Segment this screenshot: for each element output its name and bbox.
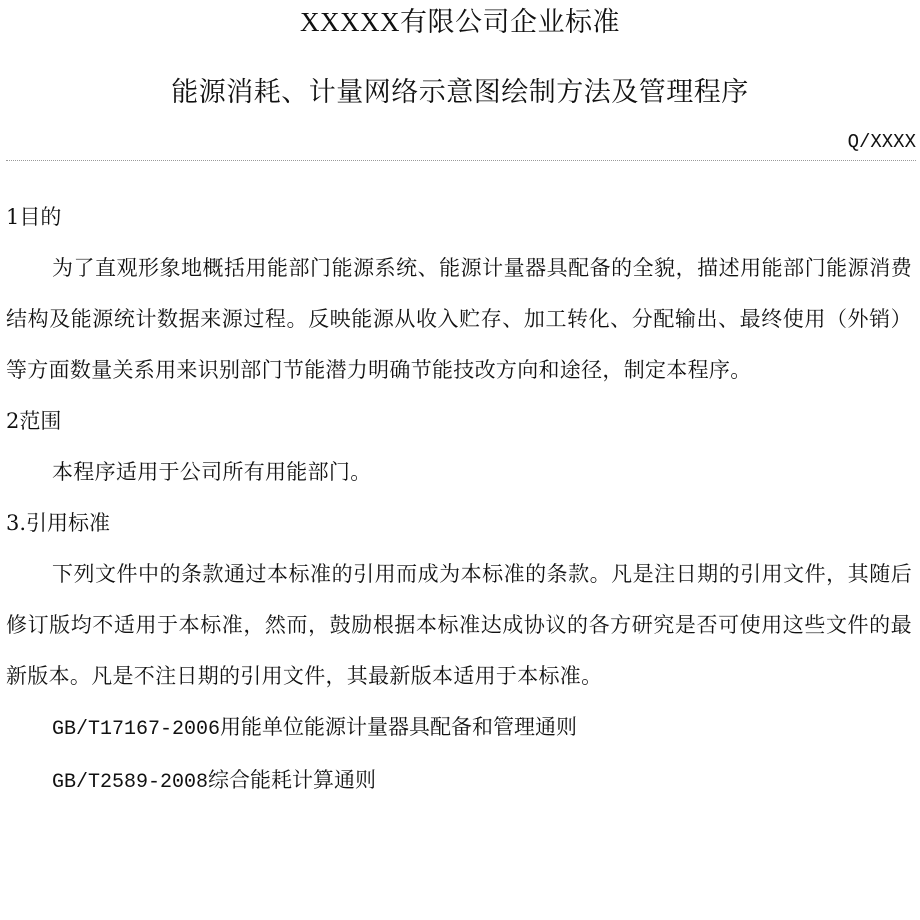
document-body [6, 192, 912, 808]
company-standard-suffix: 有限公司企业标准 [400, 7, 620, 38]
standard-code: Q/XXXX [847, 131, 916, 153]
reference-item [6, 755, 912, 808]
document-title: 能源消耗、计量网络示意图绘制方法及管理程序 [171, 77, 749, 108]
section-heading-scope: 2范围 [6, 409, 62, 433]
section-heading-references: 3.引用标准 [6, 511, 111, 535]
section-heading-purpose: 1目的 [6, 205, 62, 229]
reference-code: GB/T2589-2008 [52, 771, 209, 794]
reference-title: 用能单位能源计量器具配备和管理通则 [220, 715, 578, 739]
section-body-purpose: 为了直观形象地概括用能部门能源系统、能源计量器具配备的全貌，描述用能部门能源消费结构及能源统计数据来源过程。反映能源从收入贮存、加工转化、分配输出、最终使用（外销）等方面数量关系用来识别部门节能潜力明确节能技改方向和途径，制定本程序。 [6, 256, 912, 382]
reference-code: GB/T17167-2006 [52, 718, 221, 741]
header-divider [6, 160, 916, 161]
company-standard-title [0, 4, 920, 41]
section-body-references: 下列文件中的条款通过本标准的引用而成为本标准的条款。凡是注日期的引用文件，其随后修订版均不适用于本标准，然而，鼓励根据本标准达成协议的各方研究是否可使用这些文件的最新版本。凡是不注日期的引用文件，其最新版本适用于本标准。 [6, 562, 912, 688]
reference-title: 综合能耗计算通则 [208, 768, 377, 792]
section-body-scope: 本程序适用于公司所有用能部门。 [52, 460, 372, 484]
company-name-placeholder: XXXXX [300, 7, 400, 37]
reference-item [6, 702, 912, 755]
